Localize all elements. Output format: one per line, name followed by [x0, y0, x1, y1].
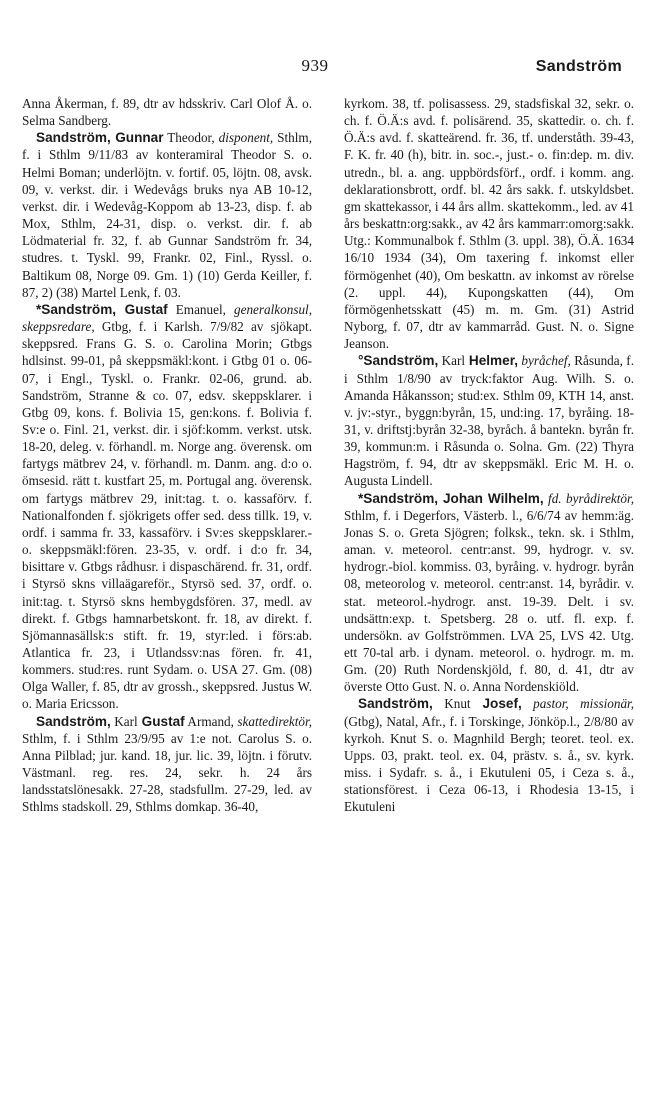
continuation-text: Anna Åkerman, f. 89, dtr av hdsskriv. Carl Olof Å. o. Selma Sandberg.	[22, 96, 312, 129]
entry-surname: *Sandström,	[358, 490, 439, 506]
entry-johan-wilhelm-sandstrom	[344, 490, 634, 696]
entry-karl-helmer-sandstrom	[344, 352, 634, 489]
entry-body: Sthlm, f. i Sthlm 9/11/83 av konteramiral Theodor S. o. Helmi Boman; underlöjtn. v. fortif. 05, löjtn. 08, avsk. 09, v. verkst. dir. i Wedevågs bruks nya AB 10-12, verkst. dir. i Wedevåg-Koppom ab 13-23, disp. f. ab Mox, Sthlm, 24-31, disp. o. verkst. dir. f. ab Lödmaterial fr. 32, f. ab Gunnar Sandström fr. 34, studres. t. Tyskl. 99, Frankr. 02, Finl., Ryssl. o. Baltikum 08, Norge 09. Gm. 1) (10) Gerda Keiller, f. 87, 2) (38) Martel Lenk, f. 03.	[22, 130, 312, 300]
entry-gunnar-sandstrom	[22, 129, 312, 301]
entry-other-names: Knut	[432, 696, 471, 712]
entry-given-name: Gunnar	[110, 130, 164, 146]
entry-other-names: Karl	[110, 713, 138, 729]
entry-karl-gustaf-sandstrom	[22, 713, 312, 816]
entry-body: Råsunda, f. i Sthlm 1/8/90 av tryck:faktor Aug. Wilh. S. o. Amanda Håkansson; stud:ex. Sthlm 09, KTH 14, anst. v. jv:-styr., byggn:byrån, 15, und:ing. 17, byråing. 18-31, v. driftstj:byrån 32-38, byråch. å bantekn. byrån fr. 39, kommun:m. i Råsunda o. Solna. Gm. (22) Thyra Hagström, f. 94, dtr av skeppsmäkl. Eric M. H. o. Augusta Lindell.	[344, 353, 634, 489]
entry-other-names: Karl	[438, 353, 466, 369]
right-column	[344, 95, 634, 816]
entry-other-names: Emanuel,	[167, 301, 226, 317]
left-column	[22, 95, 312, 816]
continuation-text: kyrkom. 38, tf. polisassess. 29, stadsfiskal 32, sekr. o. ch. f. Ö.Ä:s avd. f. polisärend. 35, skattedir. o. ch. f. Ö.Ä:s avd. f. skatteärend. fr. 36, tf. underståth. 39-43, F. K. fr. 40 (h), bitr. in. soc.-, just.- o. fin:dep. m. div. utredn., bl. a. ang. uppbördsförf., ordf. i komm. ang. deklarationsbrott, ordf. bl. 42 års sakk. f. utskyldsbet. gm skattekassor, i 44 års allm. skattekomm., led. av 41 års beskattn:org:sakk., av 42 års kammarr:omorg:sakk. Utg.: Kommunalbok f. Sthlm (3. uppl. 38), Ö.Ä. 1634 16/10 1934 (34), Om taxering f. inkomst eller förmögenhet (40), Om beskattn. av inkomst av rörelse (2. uppl. 44), Kupongskatten (44), Om förmögenhetsskatt (45) m. m. Gm. (31) Astrid Nyborg, f. 07, dtr av kammarråd. Gust. N. o. Signe Jeanson.	[344, 96, 634, 352]
entry-surname: Sandström,	[358, 696, 433, 712]
entry-other-names-2: Armand,	[184, 713, 234, 729]
entry-given-name: Helmer,	[465, 353, 519, 369]
entry-given-name: Gustaf	[137, 713, 185, 729]
entry-body: Sthlm, f. i Sthlm 23/9/95 av 1:e not. Carolus S. o. Anna Pilblad; jur. kand. 18, jur. lic. 39, löjtn. i förutv. Västmanl. reg. res. 24, sekr. h. 24 års landsstatslönesakk. 27-28, stadsfullm. 27-29, led. av Sthlms stadskoll. 29, Sthlms domkap. 36-40,	[22, 730, 312, 815]
entry-surname: Sandström,	[36, 130, 111, 146]
entry-surname: °Sandström,	[358, 353, 439, 369]
entry-occupation: byråchef,	[518, 353, 571, 369]
entry-occupation: generalkonsul, skeppsredare,	[22, 301, 313, 335]
entry-occupation: fd. byrådirektör,	[543, 490, 634, 506]
entry-other-names: Theodor,	[163, 130, 215, 146]
entry-given-name: Johan Wilhelm,	[438, 490, 544, 506]
entry-given-name: Gustaf	[116, 301, 168, 317]
entry-occupation: skattedirektör,	[233, 713, 312, 729]
entry-body: Gtbg, f. i Karlsh. 7/9/82 av sjökapt. skeppsred. Frans G. S. o. Carolina Morin; Gtbgs hdlsinst. 99-01, på skeppsmäkl:kont. i Gtbg 01 o. 06-07, i Engl., Tyskl. o. Frankr. 02-06, grund. ab. Sandström, Stranne & co. 07, edsv. skeppsklarer. i Gtbg 09, kons. f. Bolivia 15, gen:kons. f. Bolivia f. Sv:e o. Finl. 21, verkst. dir. i sjöf:komm. verkst. utsk. 18-20, deleg. v. förhandl. m. Norge ang. överensk. om fartygs mätbrev 24, v. förhandl. m. Danm. ang. d:o o. ömsesid. rätt t. kustfart 25, m. Portugal ang. överensk. om fartygs mätbrev 29, init:tag. t. o. kassaförv. f. Nationalfonden f. sjökrigets offer sed. dess tillk. 19, v. ordf. i samma fr. 33, kassaförv. i Sv:es skeppsklarer.- o. skeppsmäkl:fören. 23-35, v. ordf. i d:o fr. 34, bisittare v. Gtbgs rådhusr. i dispaschärend. fr. 31, ordf. i Styrsö skns villaägareför., Styrsö sed. 37, ordf. o. init:tag. t. Styrsö skns hembygdsfören. 37, medl. av direkt. f. Gtbgs hamnarbetskont. fr. 18, av direkt. f. Sjömannasällsk:s stift. fr. 19, styr:led. i förs:ab. Atlantica fr. 23, i Utlandssv:nas fören. fr. 41, kommers. stud:res. runt Sydam. o. USA 27. Gm. (08) Olga Waller, f. 85, dtr av grossh., skeppsred. Justus W. o. Maria Ericsson.	[22, 319, 312, 712]
entry-body: Sthlm, f. i Degerfors, Västerb. l., 6/6/74 av hemm:äg. Jonas S. o. Greta Sjögren; folksk., tekn. sk. i Sthlm, aman. v. meteorol. centr:anst. 99, hydrogr. v. sv. hydrogr.-biol. kommiss. 03, byråing. v. hydrogr. byrån 08, meteorolog v. meteorol. centr:anst. 14, byrådir. v. stat. meteorol.-hydrogr. anst. 19-39. Delt. i sv. undsättn:exp. t. Spetsberg. 28 o. utf. fl. exp. f. undersökn. av Golfströmmen. LVA 25, LVS 42. Utg. ett 70-tal arb. i dynam. meteorol. o. hydrogr. m. m. Gm. (20) Ruth Nordenskjöld, f. 80, d. 41, dtr av överste Otto Gust. N. o. Anna Nordenskiöld.	[344, 507, 634, 695]
entry-surname: Sandström,	[36, 713, 111, 729]
entry-given-name: Josef,	[470, 696, 522, 712]
entry-occupation: pastor, missionär,	[521, 696, 634, 712]
entry-surname: *Sandström,	[36, 301, 117, 317]
entry-body: (Gtbg), Natal, Afr., f. i Torskinge, Jönköp.l., 2/8/80 av kyrkoh. Knut S. o. Magnhild Bergh; teoret. teol. ex. Upps. 03, prakt. teol. ex. 04, prästv. s. å., sv. kyrk. miss. i Sydafr. s. å., i Ekutuleni 05, i Ceza s. å., stationsförest. i Ceza 06-13, i Rhodesia 13-15, i Ekutuleni	[344, 713, 634, 815]
running-head: Sandström	[535, 58, 622, 75]
entry-occupation: disponent,	[214, 130, 274, 146]
entry-knut-josef-sandstrom	[344, 695, 634, 815]
entry-gustaf-sandstrom	[22, 301, 312, 713]
page-number: 939	[301, 56, 329, 75]
